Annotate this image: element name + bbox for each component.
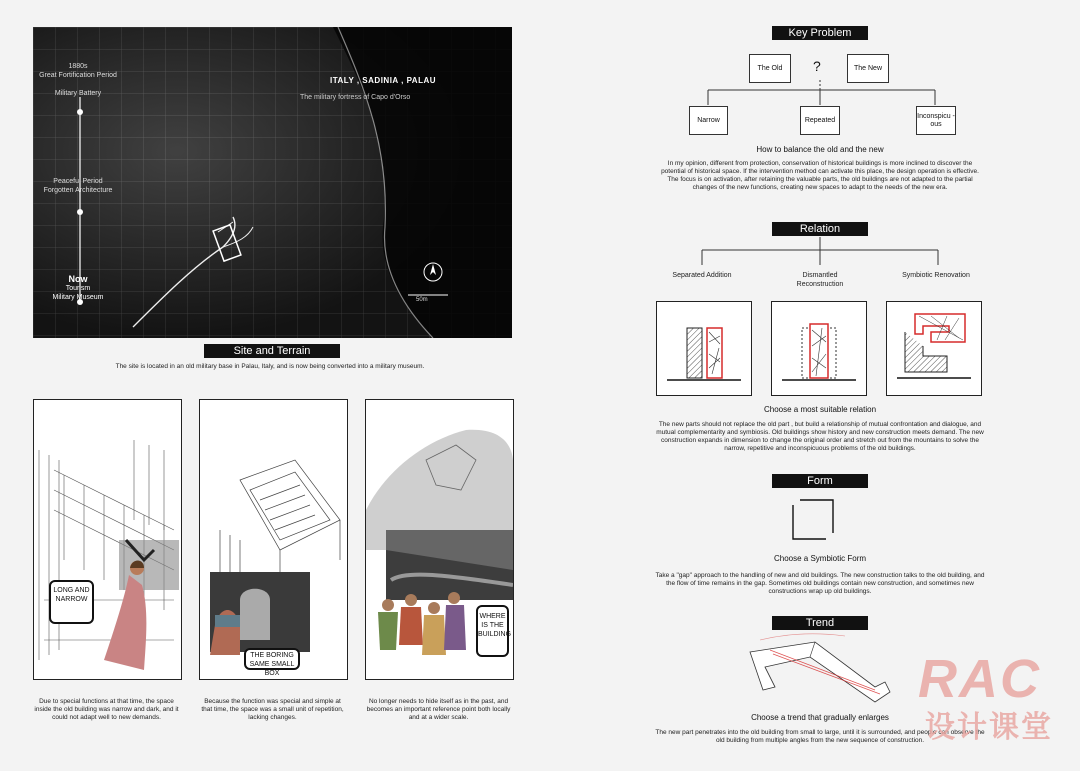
timeline-peaceful xyxy=(33,177,123,195)
separated-icon xyxy=(657,302,751,395)
timeline-period: Tourism xyxy=(65,285,91,292)
box-unit-drawing xyxy=(200,400,347,679)
map-title: ITALY , SADINIA , PALAU xyxy=(330,76,437,85)
symbiotic-icon xyxy=(887,302,981,395)
watermark-cn: 设计课堂 xyxy=(925,711,1053,744)
new-box: The New xyxy=(847,54,889,83)
relation-heading: Relation xyxy=(772,222,868,236)
timeline-now xyxy=(33,275,123,302)
trend-heading: Trend xyxy=(772,616,868,630)
narrow-box: Narrow xyxy=(689,106,728,135)
relation-paragraph: The new parts should not replace the old part , but build a relationship of mutual confrontation and dialogue, and mutual complementarity and symbiosis. Old buildings show history and new construction meets demand. The new construction expands in dimension to change the original order and stretch out from the mountains to solve the narrow, repetitive and inconspicuous problems of the old buildings. xyxy=(656,421,984,452)
option-symbiotic: Symbiotic Renovation xyxy=(902,272,970,279)
corridor-drawing xyxy=(34,400,181,679)
callout-boring-box: THE BORING SAME SMALL BOX xyxy=(244,648,300,670)
timeline-year: 1880s xyxy=(68,63,88,70)
repeated-box: Repeated xyxy=(800,106,840,135)
form-choose: Choose a Symbiotic Form xyxy=(773,554,867,563)
trend-drawing xyxy=(745,632,895,712)
trend-paragraph: The new part penetrates into the old building from small to large, until it is surrounded, and people can observe the old building from multiple angles from the new sequence of construction. xyxy=(655,729,985,744)
diagram-dismantled xyxy=(771,301,867,396)
timeline-1880 xyxy=(33,62,123,98)
timeline-period: Peaceful Period xyxy=(53,178,103,185)
diagram-separated xyxy=(656,301,752,396)
problem-connectors xyxy=(690,78,950,108)
old-box: The Old xyxy=(749,54,791,83)
panel-2-caption: Because the function was special and simple at that time, the space was a small unit of repetition, lacking changes. xyxy=(201,698,344,721)
symbiotic-form-icon xyxy=(788,495,838,545)
dismantled-icon xyxy=(772,302,866,395)
rac-logo: RAC xyxy=(918,649,1041,709)
timeline-period: Great Fortification Period xyxy=(39,72,117,79)
site-heading: Site and Terrain xyxy=(204,344,340,358)
panel-1-caption: Due to special functions at that time, the space inside the old building was narrow and dark, and it could not adapt well to new demands. xyxy=(34,698,179,721)
aerial-map xyxy=(33,27,512,338)
key-problem-heading: Key Problem xyxy=(772,26,868,40)
balance-question: How to balance the old and the new xyxy=(756,145,884,154)
option-separated: Separated Addition xyxy=(672,272,732,279)
inconspicuous-box: Inconspicu -ous xyxy=(916,106,956,135)
panel-3-caption: No longer needs to hide itself as in the past, and becomes an important reference point both locally and at a wider scale. xyxy=(366,698,511,721)
collage-panel-3 xyxy=(365,399,514,680)
callout-where-building: WHERE IS THE BUILDING xyxy=(476,605,509,657)
question-mark: ? xyxy=(813,58,821,74)
collage-panel-2 xyxy=(199,399,348,680)
timeline-function: Military Battery xyxy=(54,90,102,97)
timeline-now-label: Now xyxy=(68,274,88,284)
site-caption: The site is located in an old military base in Palau, Italy, and is now being converted into a military museum. xyxy=(115,363,425,370)
key-problem-paragraph: In my opinion, different from protection, conservation of historical buildings is more inclined to discover the potential of historical space. If the intervention method can activate this place, the design operation is effective. The focus is on activation, after retaining the valuable parts, the old buildings are not adapted to the partial changes of the new functions, creating new spaces to adapt to the needs of the new era. xyxy=(661,160,979,191)
collage-panel-1 xyxy=(33,399,182,680)
option-dismantled: Dismantled Reconstruction xyxy=(796,272,844,288)
form-heading: Form xyxy=(772,474,868,488)
relation-connectors xyxy=(690,237,950,267)
map-subtitle: The military fortress of Capo d'Orso xyxy=(300,94,411,101)
relation-choose: Choose a most suitable relation xyxy=(763,405,877,414)
trend-choose: Choose a trend that gradually enlarges xyxy=(751,713,889,722)
form-paragraph: Take a "gap" approach to the handling of new and old buildings. The new construction talks to the old building, and the flow of time remains in the gap. Sometimes old buildings contain new construction, and sometimes new constructions wrap up old buildings. xyxy=(655,572,985,595)
timeline-function: Forgotten Architecture xyxy=(43,187,113,194)
timeline-function: Military Museum xyxy=(52,294,104,301)
scale-label: 50m xyxy=(416,297,428,303)
diagram-symbiotic xyxy=(886,301,982,396)
callout-long-narrow: LONG AND NARROW xyxy=(49,580,94,624)
